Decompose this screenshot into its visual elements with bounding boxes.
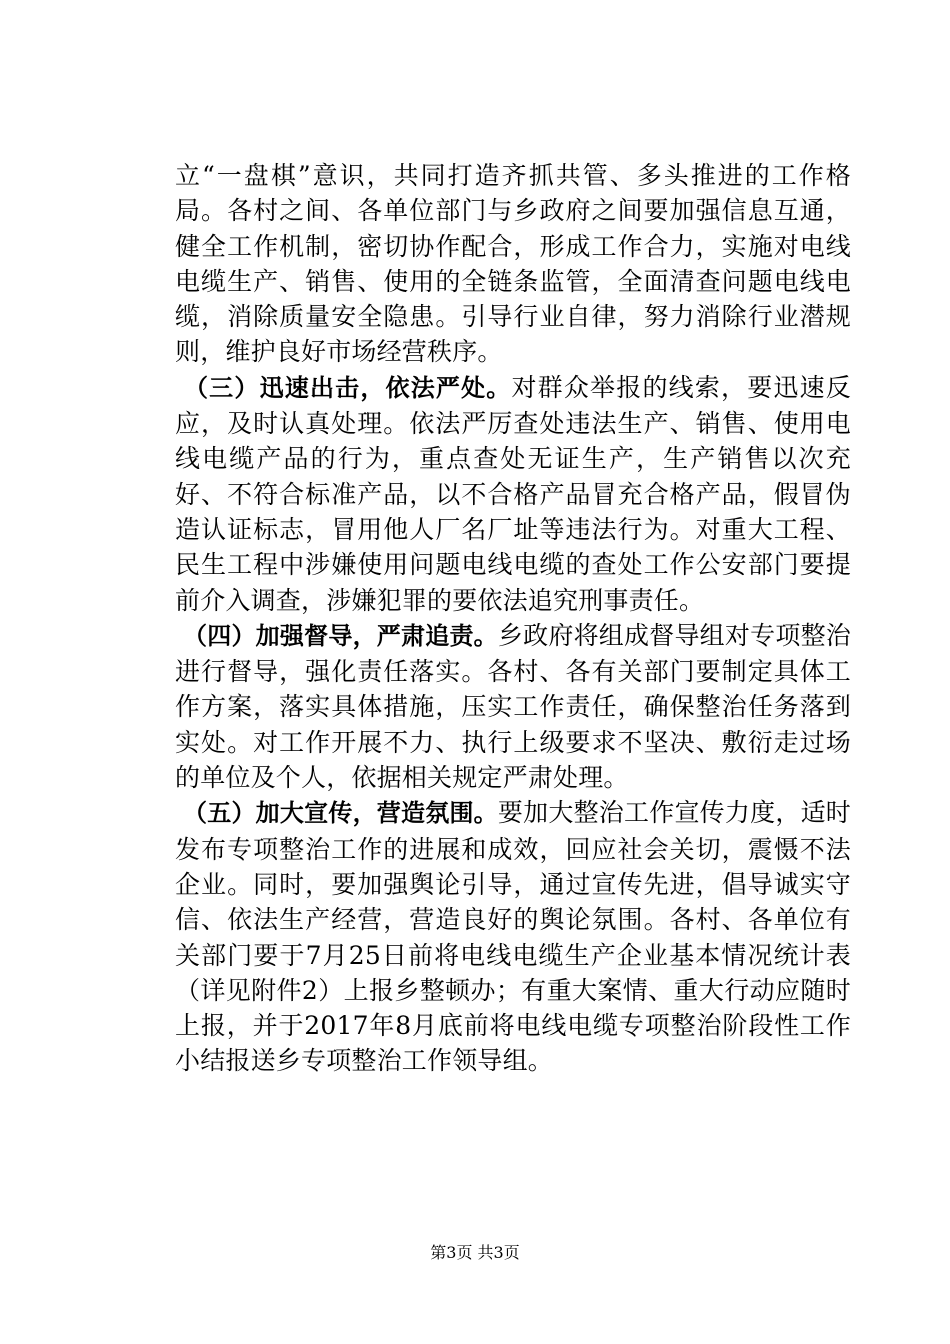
page-number-footer: 第3页 共3页 <box>430 1243 520 1262</box>
paragraph-text: 立“一盘棋”意识，共同打造齐抓共管、多头推进的工作格局。各村之间、各单位部门与乡政府之间要加强信息互通，健全工作机制，密切协作配合，形成工作合力，实施对电线电缆生产、销售、使用的全链条监管，全面清查问题电线电缆，消除质量安全隐患。引导行业自律，努力消除行业潜规则，维护良好市场经营秩序。 <box>175 161 851 367</box>
paragraph-section-5 <box>175 795 851 1078</box>
section-heading: （四）加强督导，严肃追责。 <box>183 621 498 650</box>
paragraph-continuation <box>175 158 851 370</box>
paragraph-section-3 <box>175 370 851 618</box>
paragraph-text: 要加大整治工作宣传力度，适时发布专项整治工作的进展和成效，回应社会关切，震慑不法企业。同时，要加强舆论引导，通过宣传先进，倡导诚实守信、依法生产经营，营造良好的舆论氛围。各村、各单位有关部门要于7月25日前将电线电缆生产企业基本情况统计表（详见附件2）上报乡整顿办；有重大案情、重大行动应随时上报，并于2017年8月底前将电线电缆专项整治阶段性工作小结报送乡专项整治工作领导组。 <box>175 798 851 1076</box>
paragraph-text: 对群众举报的线索，要迅速反应，及时认真处理。依法严厉查处违法生产、销售、使用电线电缆产品的行为，重点查处无证生产，生产销售以次充好、不符合标准产品，以不合格产品冒充合格产品，假冒伪造认证标志，冒用他人厂名厂址等违法行为。对重大工程、民生工程中涉嫌使用问题电线电缆的查处工作公安部门要提前介入调查，涉嫌犯罪的要依法追究刑事责任。 <box>175 372 851 615</box>
section-heading: （三）迅速出击，依法严处。 <box>183 373 512 402</box>
paragraph-section-4 <box>175 618 851 795</box>
document-body <box>175 158 851 1079</box>
paragraph-text: 乡政府将组成督导组对专项整治进行督导，强化责任落实。各村、各有关部门要制定具体工作方案，落实具体措施，压实工作责任，确保整治任务落到实处。对工作开展不力、执行上级要求不坚决、敷衍走过场的单位及个人，依据相关规定严肃处理。 <box>175 620 851 793</box>
section-heading: （五）加大宣传，营造氛围。 <box>183 799 498 828</box>
